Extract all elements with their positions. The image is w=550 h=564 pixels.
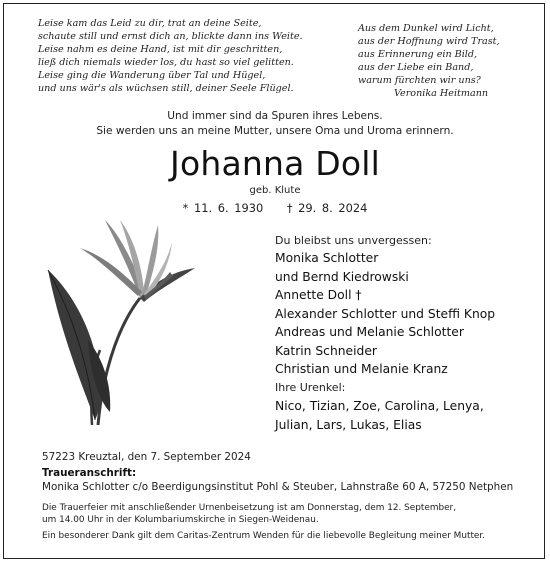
- intro-line: Sie werden uns an meine Mutter, unsere Oma und Uroma erinnern.: [96, 124, 454, 137]
- thanks-note: Ein besonderer Dank gilt dem Caritas-Zentrum Wenden für die liebevolle Begleitung meiner Mutter.: [42, 531, 486, 541]
- birth-date: * 11. 6. 1930: [182, 201, 264, 215]
- mourners-intro: Du bleibst uns unvergessen:: [275, 234, 432, 247]
- address-heading: Traueranschrift:: [42, 467, 137, 479]
- poem-line: Leise nahm es deine Hand, ist mit dir geschritten,: [38, 44, 283, 56]
- mourner-name: und Bernd Kiedrowski: [275, 269, 409, 284]
- great-grandchildren-names: Nico, Tizian, Zoe, Carolina, Lenya,: [275, 399, 484, 413]
- poem-line: aus der Hoffnung wird Trast,: [358, 36, 500, 48]
- funeral-service-info: [42, 502, 456, 527]
- bird-of-paradise-flower-image: [40, 180, 200, 440]
- place-date: 57223 Kreuztal, den 7. September 2024: [42, 451, 251, 463]
- poem-line: Leise ging die Wanderung über Tal und Hügel,: [38, 70, 266, 82]
- great-grandchildren-names: Julian, Lars, Lukas, Elias: [275, 417, 422, 432]
- mourners-list: [275, 249, 495, 434]
- poem-line: und uns wär's als wüchsen still, deiner Seele Flügel.: [38, 83, 294, 95]
- intro-line: Und immer sind da Spuren ihres Lebens.: [167, 110, 383, 122]
- death-date: † 29. 8. 2024: [286, 201, 368, 215]
- poem-line: schaute still und ernst dich an, blickte dann ins Weite.: [38, 31, 303, 43]
- poem-right: [358, 22, 500, 101]
- great-grandchildren-label: Ihre Urenkel:: [275, 380, 346, 394]
- mourner-name: Christian und Melanie Kranz: [275, 362, 448, 376]
- poem-line: Aus dem Dunkel wird Licht,: [358, 23, 494, 34]
- mourner-name: Annette Doll †: [275, 288, 362, 302]
- birth-name: geb. Klute: [249, 185, 301, 196]
- mourner-name: Alexander Schlotter und Steffi Knop: [275, 306, 496, 321]
- mourner-name: Andreas und Melanie Schlotter: [275, 325, 464, 339]
- poem-line: aus der Liebe ein Band,: [358, 62, 474, 74]
- mourner-name: Monika Schlotter: [275, 251, 379, 265]
- service-line: Die Trauerfeier mit anschließender Urnenbeisetzung ist am Donnerstag, dem 12. September,: [42, 503, 457, 513]
- deceased-name: Johanna Doll: [170, 144, 380, 183]
- intro-text: [0, 109, 550, 139]
- poem-line: Leise kam das Leid zu dir, trat an deine Seite,: [38, 18, 262, 29]
- poem-author: Veronika Heitmann: [394, 88, 489, 100]
- mourning-address: Monika Schlotter c/o Beerdigungsinstitut Pohl & Steuber, Lahnstraße 60 A, 57250 Netphen: [42, 481, 514, 493]
- poem-line: ließ dich niemals wieder los, du hast so viel gelitten.: [38, 57, 294, 69]
- poem-line: warum fürchten wir uns?: [358, 75, 481, 87]
- poem-line: aus Erinnerung ein Bild,: [358, 49, 478, 61]
- mourner-name: Katrin Schneider: [275, 343, 377, 358]
- service-line: um 14.00 Uhr in der Kolumbariumskirche in Siegen-Weidenau.: [42, 515, 319, 526]
- poem-left: [38, 17, 303, 96]
